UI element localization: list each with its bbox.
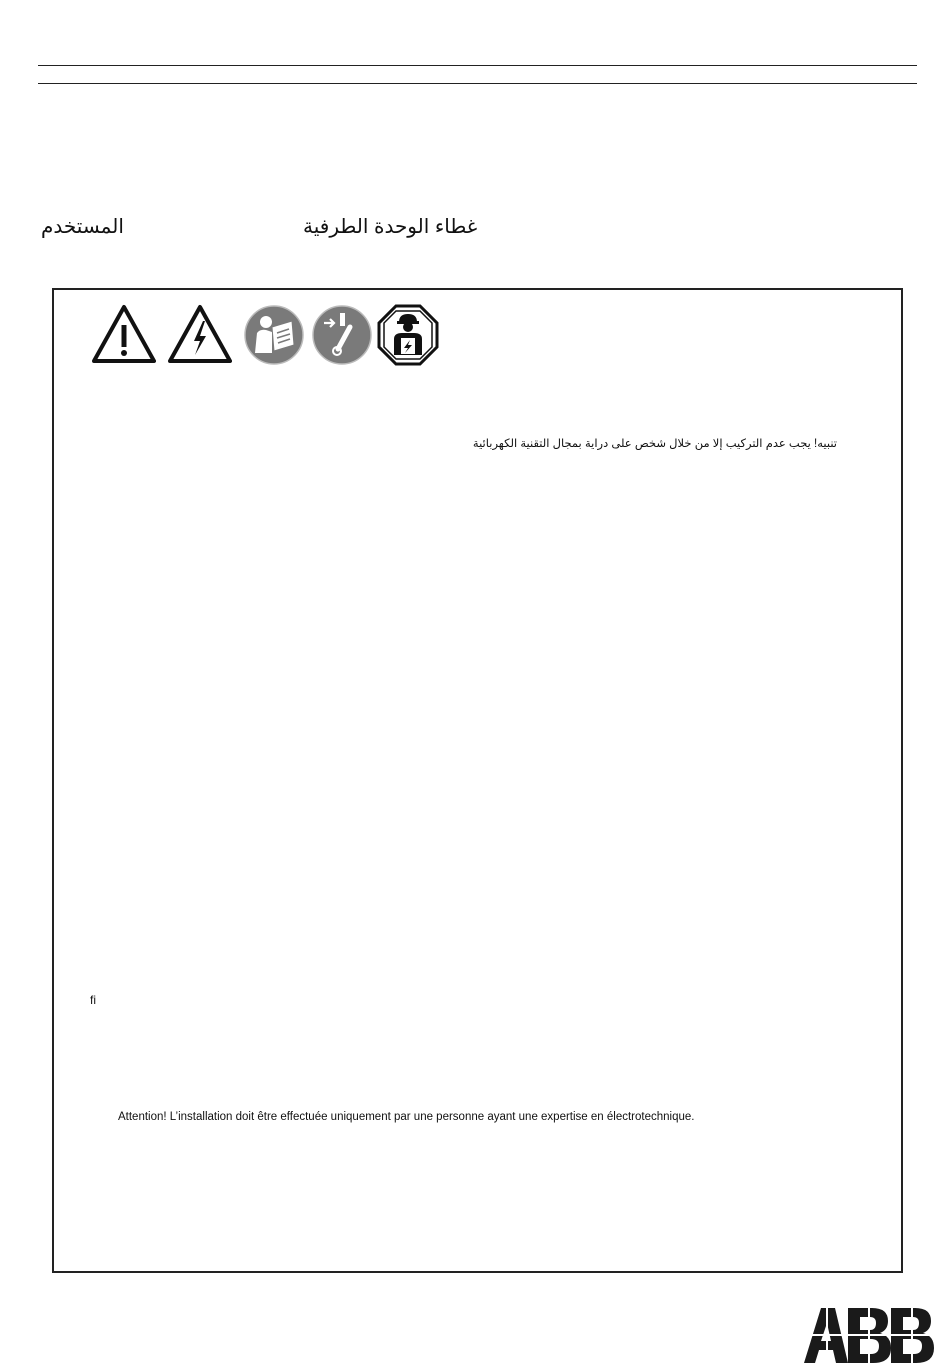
disconnect-power-icon bbox=[310, 303, 374, 367]
component-title: غطاء الوحدة الطرفية bbox=[303, 216, 478, 238]
abb-logo bbox=[802, 1306, 936, 1363]
qualified-electrician-icon bbox=[376, 303, 440, 367]
read-manual-icon bbox=[242, 303, 306, 367]
french-warning-text: Attention! L’installation doit être effectuée uniquement par une personne ayant une expertise en électrotechnique. bbox=[118, 1111, 695, 1123]
electrical-hazard-icon bbox=[168, 303, 232, 367]
arabic-warning-text: تنبيه! يجب عدم التركيب إلا من خلال شخص على دراية بمجال التقنية الكهربائية bbox=[472, 438, 837, 450]
fi-mark: fi bbox=[90, 993, 96, 1007]
safety-box bbox=[52, 288, 903, 1273]
general-warning-icon bbox=[92, 303, 156, 367]
audience-title: المستخدم bbox=[41, 216, 124, 238]
header-rule-bottom bbox=[38, 83, 917, 84]
header-rule-top bbox=[38, 65, 917, 66]
